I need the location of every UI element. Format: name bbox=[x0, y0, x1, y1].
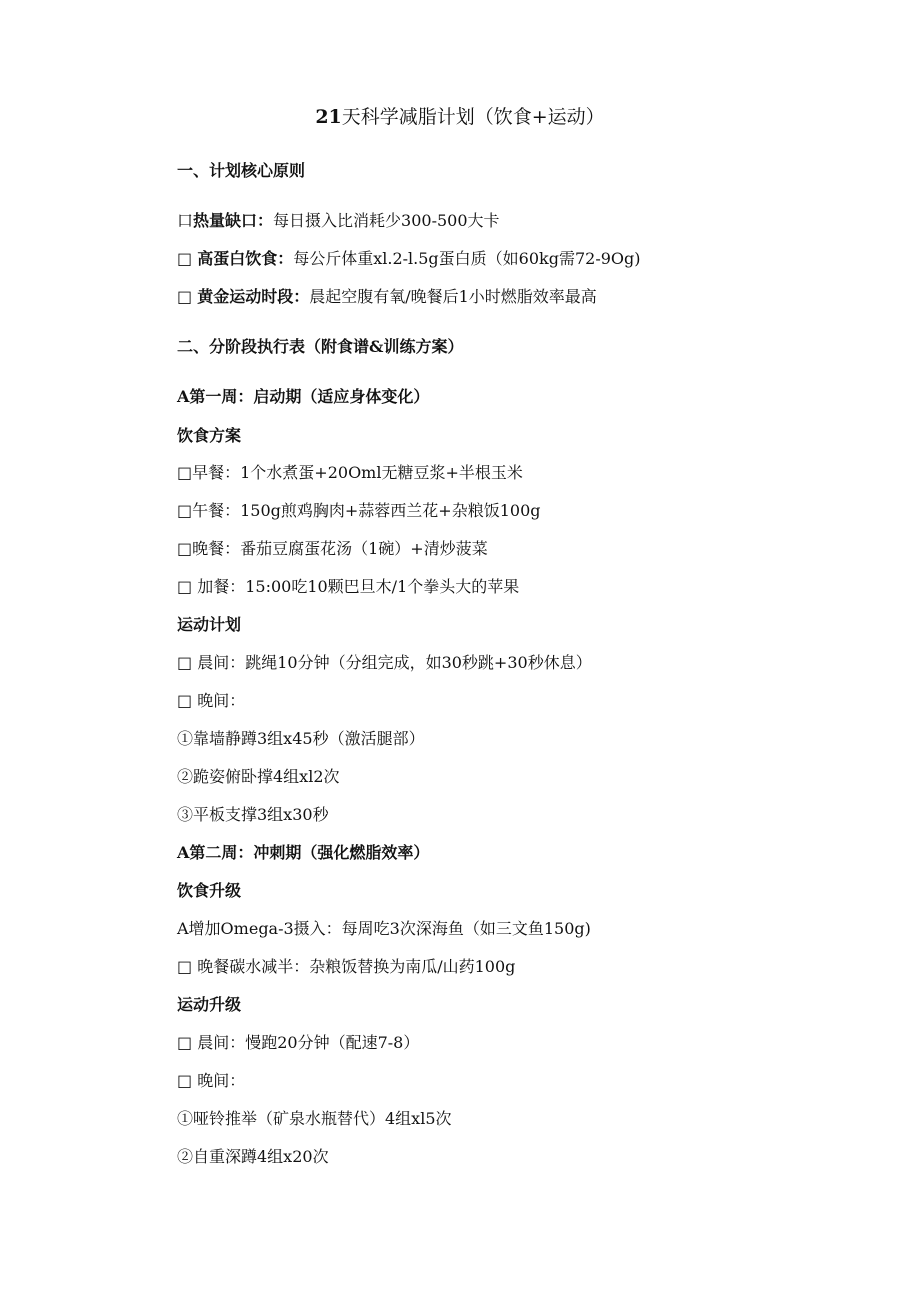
title-text: 天科学减脂计划（饮食+运动） bbox=[341, 106, 605, 128]
principle-item bbox=[177, 209, 500, 233]
exercise-item: □ 晨间：跳绳10分钟（分组完成，如30秒跳+30秒休息） bbox=[177, 653, 592, 672]
diet-item: □晚餐：番茄豆腐蛋花汤（1碗）+清炒菠菜 bbox=[177, 539, 488, 558]
section1-heading: 一、计划核心原则 bbox=[177, 161, 306, 180]
principle-marker: □ bbox=[177, 287, 198, 306]
document-title bbox=[0, 103, 920, 131]
diet-item: □早餐：1个水煮蛋+20Oml无糖豆浆+半根玉米 bbox=[177, 463, 523, 482]
week1-heading: A第一周：启动期（适应身体变化） bbox=[177, 387, 430, 406]
exercise-item: ①靠墙静蹲3组x45秒（激活腿部） bbox=[177, 729, 425, 748]
exercise-item: ②跪姿俯卧撑4组xl2次 bbox=[177, 767, 340, 786]
principle-text: 晨起空腹有氧/晚餐后1小时燃脂效率最高 bbox=[309, 287, 597, 306]
principle-label: 黄金运动时段： bbox=[197, 287, 310, 306]
principle-text: 每日摄入比消耗少300-500大卡 bbox=[273, 211, 500, 230]
week2-heading: A第二周：冲刺期（强化燃脂效率） bbox=[177, 843, 430, 862]
exercise-item: ①哑铃推举（矿泉水瓶替代）4组xl5次 bbox=[177, 1109, 452, 1128]
diet-item: A增加Omega-3摄入：每周吃3次深海鱼（如三文鱼150g) bbox=[177, 919, 591, 938]
diet-item: □ 晚餐碳水减半：杂粮饭替换为南瓜/山药100g bbox=[177, 957, 516, 976]
exercise-item: □ 晨间：慢跑20分钟（配速7-8） bbox=[177, 1033, 420, 1052]
diet-item: □ 加餐：15:00吃10颗巴旦木/1个拳头大的苹果 bbox=[177, 577, 520, 596]
principle-marker: 口 bbox=[177, 211, 194, 230]
principle-marker: □ bbox=[177, 249, 198, 268]
exercise-item: □ 晚间： bbox=[177, 1071, 246, 1090]
principle-label: 高蛋白饮食： bbox=[197, 249, 294, 268]
week2-exercise-heading: 运动升级 bbox=[177, 995, 242, 1014]
principle-item bbox=[177, 247, 641, 271]
exercise-item: □ 晚间： bbox=[177, 691, 246, 710]
exercise-item: ②自重深蹲4组x20次 bbox=[177, 1147, 329, 1166]
principle-text: 每公斤体重xl.2-l.5g蛋白质（如60kg需72-9Og) bbox=[293, 249, 641, 268]
title-number: 21 bbox=[315, 106, 342, 128]
diet-item: □午餐：150g煎鸡胸肉+蒜蓉西兰花+杂粮饭100g bbox=[177, 501, 541, 520]
principle-label: 热量缺口： bbox=[193, 211, 274, 230]
week1-exercise-heading: 运动计划 bbox=[177, 615, 242, 634]
exercise-item: ③平板支撑3组x30秒 bbox=[177, 805, 329, 824]
principle-item bbox=[177, 285, 597, 309]
week2-diet-heading: 饮食升级 bbox=[177, 881, 242, 900]
section2-heading: 二、分阶段执行表（附食谱&训练方案） bbox=[177, 337, 464, 356]
week1-diet-heading: 饮食方案 bbox=[177, 426, 242, 445]
